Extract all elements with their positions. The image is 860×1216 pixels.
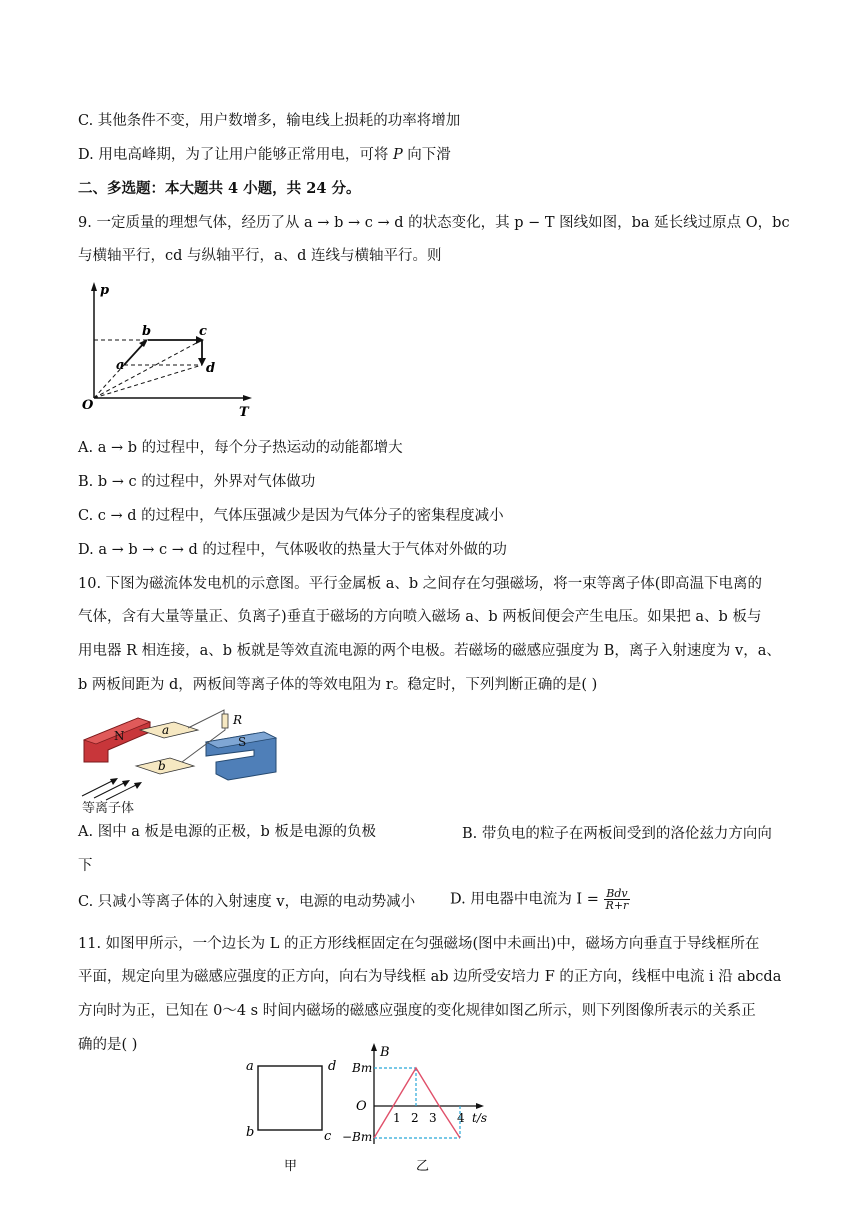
q10-resistor-label: R xyxy=(233,713,243,727)
q10-option-d: D. 用电器中电流为 I = $\frac{\text{Bdv}}{R+r}$ xyxy=(450,887,629,912)
q10-plate-a-label: a xyxy=(162,723,170,737)
q9-stem-line1: 9. 一定质量的理想气体，经历了从 a → b → c → d 的状态变化，其 p − T 图线如图，ba 延长线过原点 O，bc xyxy=(78,215,790,231)
q9-point-b: b xyxy=(142,324,152,339)
q11-tick-3: 3 xyxy=(429,1111,437,1125)
q8-option-c: C. 其他条件不变，用户数增多，输电线上损耗的功率将增加 xyxy=(78,113,461,129)
q9-stem-line2: 与横轴平行，cd 与纵轴平行，a、d 连线与横轴平行。则 xyxy=(78,248,442,264)
q9-option-a: A. a → b 的过程中，每个分子热运动的动能都增大 xyxy=(78,440,403,456)
q11-b-t-graph xyxy=(340,1040,500,1180)
q10-stem-line2: 气体，含有大量等量正、负离子)垂直于磁场的方向喷入磁场 a、b 两板间便会产生电压。如果把 a、b 板与 xyxy=(78,609,762,625)
q11-axis-b: B xyxy=(380,1045,390,1060)
q9-axis-t: T xyxy=(239,405,249,420)
q10-mhd-generator-figure xyxy=(78,700,288,815)
q11-corner-a: a xyxy=(246,1059,254,1074)
q11-neg-bm-label: −Bm xyxy=(342,1130,373,1144)
q11-stem-line1: 11. 如图甲所示，一个边长为 L 的正方形线框固定在匀强磁场(图中未画出)中，磁场方向垂直于导线框所在 xyxy=(78,936,760,952)
q8-option-d: D. 用电高峰期，为了让用户能够正常用电，可将 P 向下滑 xyxy=(78,147,451,163)
q11-stem-line2: 平面，规定向里为磁感应强度的正方向，向右为导线框 ab 边所受安培力 F 的正方向，线框中电流 i 沿 abcda xyxy=(78,969,782,985)
section-title: 二、多选题：本大题共 4 小题，共 24 分。 xyxy=(78,180,361,197)
q11-tick-2: 2 xyxy=(411,1111,419,1125)
q9-point-d: d xyxy=(206,361,216,376)
q11-corner-c: c xyxy=(324,1129,332,1144)
q10-stem-line4: b 两板间距为 d，两板间等离子体的等效电阻为 r。稳定时，下列判断正确的是( ) xyxy=(78,677,598,693)
q10-option-b-continued: 下 xyxy=(78,858,93,874)
q10-plasma-caption: 等离子体 xyxy=(82,801,135,816)
q9-pt-graph xyxy=(78,280,258,420)
q11-axis-t: t/s xyxy=(472,1111,488,1125)
q9-point-c: c xyxy=(199,324,207,339)
q9-point-a: a xyxy=(116,358,125,373)
q11-stem-line3: 方向时为正，已知在 0～4 s 时间内磁场的磁感应强度的变化规律如图乙所示，则下列图像所表示的关系正 xyxy=(78,1003,756,1019)
q9-option-b: B. b → c 的过程中，外界对气体做功 xyxy=(78,474,316,490)
q10-plate-b-label: b xyxy=(158,759,166,773)
q11-bm-label: Bm xyxy=(352,1061,373,1075)
q9-option-d: D. a → b → c → d 的过程中，气体吸收的热量大于气体对外做的功 xyxy=(78,542,507,558)
q10-stem-line3: 用电器 R 相连接，a、b 板就是等效直流电源的两个电极。若磁场的磁感应强度为 B，离子入射速度为 v，a、 xyxy=(78,643,781,659)
q11-square-loop-figure xyxy=(240,1050,350,1180)
q9-axis-p: p xyxy=(100,283,110,298)
q11-tick-1: 1 xyxy=(393,1111,401,1125)
q11-corner-d: d xyxy=(328,1059,337,1074)
q11-caption-jia: 甲 xyxy=(284,1159,298,1174)
q10-option-b: B. 带负电的粒子在两板间受到的洛伦兹力方向向 xyxy=(462,826,772,842)
q10-n-label: N xyxy=(114,729,125,743)
q11-stem-line4: 确的是( ) xyxy=(78,1037,138,1053)
q11-tick-4: 4 xyxy=(457,1111,465,1125)
q11-origin: O xyxy=(356,1099,367,1114)
q9-origin: O xyxy=(82,398,94,413)
q9-option-c: C. c → d 的过程中，气体压强减少是因为气体分子的密集程度减小 xyxy=(78,508,504,524)
q11-caption-yi: 乙 xyxy=(416,1159,430,1174)
q10-s-label: S xyxy=(238,735,247,749)
q10-option-c: C. 只减小等离子体的入射速度 v，电源的电动势减小 xyxy=(78,894,416,910)
q10-option-a: A. 图中 a 板是电源的正极，b 板是电源的负极 xyxy=(78,824,376,840)
q11-corner-b: b xyxy=(246,1125,255,1140)
q10-stem-line1: 10. 下图为磁流体发电机的示意图。平行金属板 a、b 之间存在匀强磁场，将一束等离子体(即高温下电离的 xyxy=(78,576,762,592)
